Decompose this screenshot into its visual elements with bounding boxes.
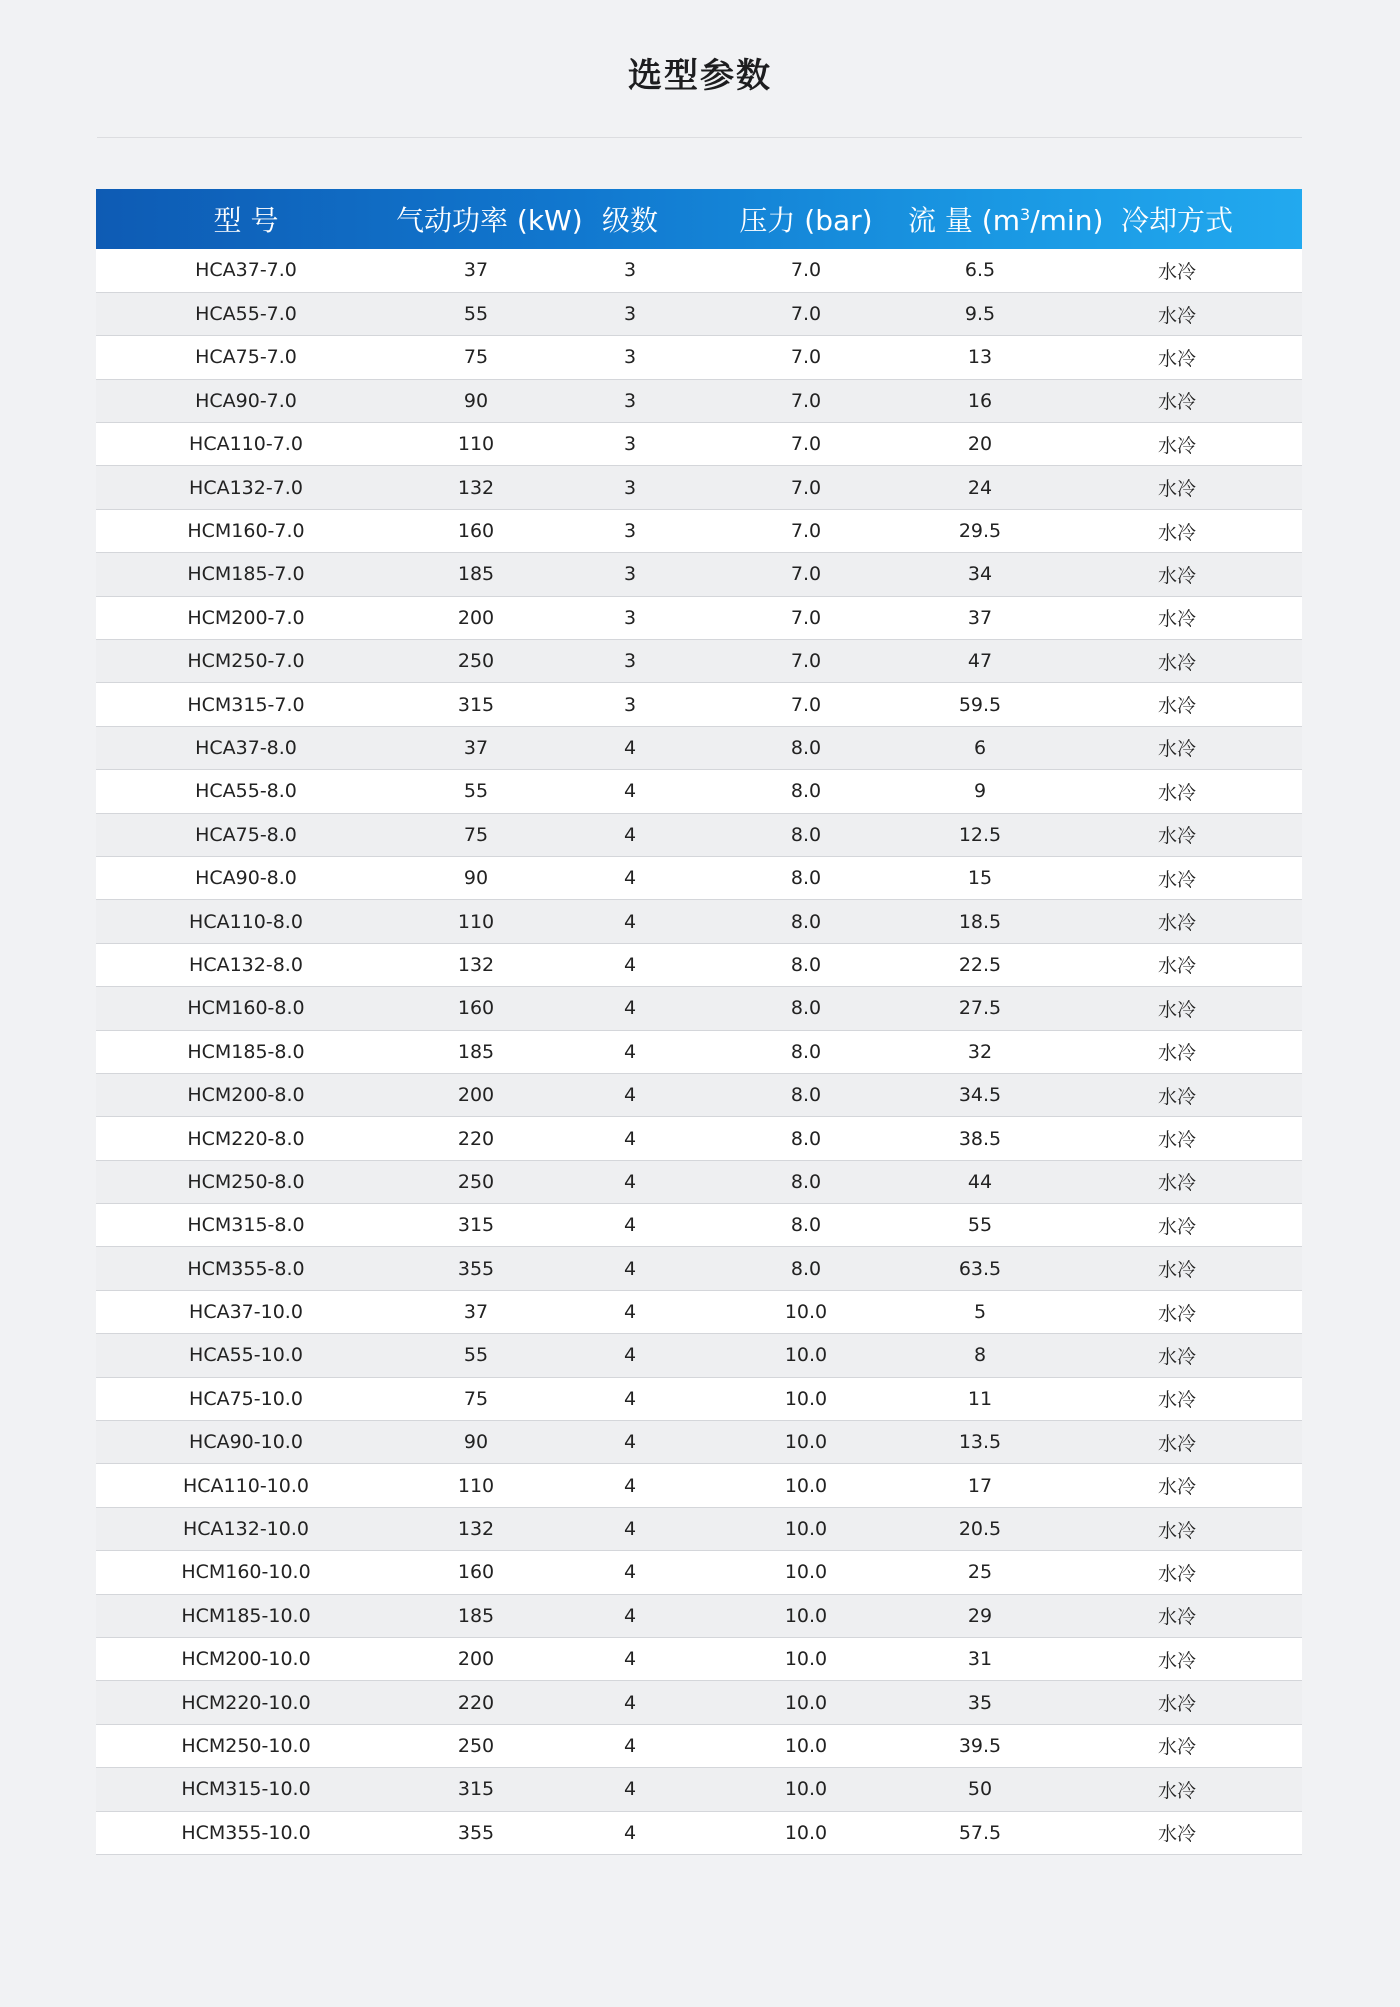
cooling-cell: 水冷 bbox=[1157, 1693, 1196, 1716]
table-body bbox=[96, 249, 1302, 1854]
header-stage: 级数 bbox=[601, 204, 658, 237]
flow-cell: 35 bbox=[967, 1691, 993, 1714]
stage-cell: 4 bbox=[623, 1604, 637, 1627]
power-cell: 90 bbox=[463, 389, 489, 412]
table-row bbox=[96, 336, 1302, 379]
power-cell: 220 bbox=[457, 1127, 495, 1150]
cooling-cell: 水冷 bbox=[1157, 1649, 1196, 1672]
model-cell: HCM315-7.0 bbox=[187, 693, 305, 716]
cooling-cell: 水冷 bbox=[1157, 1129, 1196, 1151]
flow-cell: 20.5 bbox=[958, 1518, 1002, 1541]
power-cell: 75 bbox=[463, 823, 489, 846]
pressure-cell: 7.0 bbox=[790, 389, 822, 412]
table-row bbox=[96, 987, 1302, 1030]
power-cell: 250 bbox=[457, 1734, 495, 1757]
stage-cell: 4 bbox=[623, 953, 637, 976]
stage-cell: 4 bbox=[623, 1387, 637, 1410]
cooling-cell: 水冷 bbox=[1157, 1389, 1196, 1412]
cooling-cell: 水冷 bbox=[1157, 998, 1196, 1021]
table-row bbox=[96, 1030, 1302, 1073]
model-cell: HCA132-8.0 bbox=[189, 953, 303, 976]
flow-cell: 34 bbox=[967, 563, 993, 586]
table-row bbox=[96, 1334, 1302, 1377]
power-cell: 110 bbox=[457, 433, 495, 456]
pressure-cell: 8.0 bbox=[790, 1127, 822, 1150]
table-row bbox=[96, 1073, 1302, 1116]
table-row bbox=[96, 856, 1302, 899]
stage-cell: 3 bbox=[623, 563, 637, 586]
pressure-cell: 7.0 bbox=[790, 303, 822, 326]
pressure-cell: 8.0 bbox=[790, 780, 822, 803]
flow-cell: 34.5 bbox=[958, 1084, 1002, 1107]
flow-cell: 38.5 bbox=[958, 1127, 1002, 1150]
header-flow-sup: 3 bbox=[1020, 205, 1031, 224]
stage-cell: 4 bbox=[623, 780, 637, 803]
pressure-cell: 10.0 bbox=[784, 1518, 828, 1541]
power-cell: 185 bbox=[457, 563, 495, 586]
model-cell: HCM160-10.0 bbox=[181, 1561, 311, 1584]
power-cell: 132 bbox=[457, 1518, 495, 1541]
cooling-cell: 水冷 bbox=[1157, 434, 1196, 457]
stage-cell: 4 bbox=[623, 1257, 637, 1280]
cooling-cell: 水冷 bbox=[1157, 1476, 1196, 1499]
table-row bbox=[96, 1204, 1302, 1247]
cooling-cell: 水冷 bbox=[1157, 608, 1196, 631]
table-row bbox=[96, 509, 1302, 552]
model-cell: HCM315-8.0 bbox=[187, 1214, 305, 1237]
model-cell: HCA55-7.0 bbox=[195, 303, 297, 326]
table-header bbox=[96, 189, 1302, 249]
stage-cell: 4 bbox=[623, 1084, 637, 1107]
pressure-cell: 8.0 bbox=[790, 1040, 822, 1063]
power-cell: 110 bbox=[457, 1474, 495, 1497]
table-row bbox=[96, 1421, 1302, 1464]
model-cell: HCM185-7.0 bbox=[187, 563, 305, 586]
table-row bbox=[96, 1507, 1302, 1550]
power-cell: 315 bbox=[457, 1778, 495, 1801]
power-cell: 355 bbox=[457, 1257, 495, 1280]
pressure-cell: 8.0 bbox=[790, 1257, 822, 1280]
table-row bbox=[96, 1681, 1302, 1724]
table-row bbox=[96, 1377, 1302, 1420]
table-row bbox=[96, 1724, 1302, 1767]
stage-cell: 4 bbox=[623, 1474, 637, 1497]
model-cell: HCA75-7.0 bbox=[195, 346, 297, 369]
stage-cell: 3 bbox=[623, 520, 637, 543]
cooling-cell: 水冷 bbox=[1157, 781, 1196, 804]
cooling-cell: 水冷 bbox=[1157, 1259, 1196, 1282]
pressure-cell: 7.0 bbox=[790, 346, 822, 369]
model-cell: HCM250-10.0 bbox=[181, 1734, 311, 1757]
table-row bbox=[96, 553, 1302, 596]
cooling-cell: 水冷 bbox=[1157, 1042, 1196, 1065]
flow-cell: 57.5 bbox=[958, 1821, 1002, 1844]
table-row bbox=[96, 1551, 1302, 1594]
pressure-cell: 7.0 bbox=[790, 650, 822, 673]
stage-cell: 4 bbox=[623, 1648, 637, 1671]
cooling-cell: 水冷 bbox=[1157, 304, 1196, 327]
stage-cell: 4 bbox=[623, 867, 637, 890]
stage-cell: 4 bbox=[623, 1214, 637, 1237]
model-cell: HCM220-10.0 bbox=[181, 1691, 311, 1714]
pressure-cell: 7.0 bbox=[790, 563, 822, 586]
stage-cell: 3 bbox=[623, 476, 637, 499]
stage-cell: 3 bbox=[623, 346, 637, 369]
model-cell: HCM200-10.0 bbox=[181, 1648, 311, 1671]
pressure-cell: 7.0 bbox=[790, 693, 822, 716]
power-cell: 90 bbox=[463, 1431, 489, 1454]
power-cell: 220 bbox=[457, 1691, 495, 1714]
cooling-cell: 水冷 bbox=[1157, 391, 1196, 414]
model-cell: HCA55-8.0 bbox=[195, 780, 297, 803]
pressure-cell: 7.0 bbox=[790, 520, 822, 543]
model-cell: HCM315-10.0 bbox=[181, 1778, 311, 1801]
flow-cell: 27.5 bbox=[958, 997, 1002, 1020]
power-cell: 250 bbox=[457, 1170, 495, 1193]
flow-cell: 37 bbox=[967, 606, 993, 629]
power-cell: 355 bbox=[457, 1821, 495, 1844]
cooling-cell: 水冷 bbox=[1157, 1345, 1196, 1368]
cooling-cell: 水冷 bbox=[1157, 478, 1196, 501]
table-row bbox=[96, 1638, 1302, 1681]
stage-cell: 4 bbox=[623, 1170, 637, 1193]
pressure-cell: 10.0 bbox=[784, 1474, 828, 1497]
power-cell: 37 bbox=[463, 1301, 489, 1324]
model-cell: HCM250-8.0 bbox=[187, 1170, 305, 1193]
header-row bbox=[96, 189, 1302, 249]
table-row bbox=[96, 1768, 1302, 1811]
cooling-cell: 水冷 bbox=[1157, 260, 1196, 283]
model-cell: HCA75-10.0 bbox=[189, 1387, 303, 1410]
flow-cell: 59.5 bbox=[958, 693, 1002, 716]
flow-cell: 15 bbox=[967, 867, 993, 890]
flow-cell: 25 bbox=[967, 1561, 993, 1584]
flow-cell: 22.5 bbox=[958, 953, 1002, 976]
pressure-cell: 10.0 bbox=[784, 1691, 828, 1714]
flow-cell: 11 bbox=[967, 1387, 993, 1410]
flow-cell: 8 bbox=[973, 1344, 987, 1367]
pressure-cell: 8.0 bbox=[790, 867, 822, 890]
stage-cell: 3 bbox=[623, 259, 637, 282]
pressure-cell: 10.0 bbox=[784, 1387, 828, 1410]
pressure-cell: 10.0 bbox=[784, 1301, 828, 1324]
header-flow-prefix: 流 量 (m bbox=[908, 204, 1021, 237]
header-flow bbox=[908, 189, 1104, 249]
cooling-cell: 水冷 bbox=[1157, 1085, 1196, 1108]
flow-cell: 6 bbox=[973, 736, 987, 759]
pressure-cell: 8.0 bbox=[790, 1170, 822, 1193]
model-cell: HCM355-10.0 bbox=[181, 1821, 311, 1844]
power-cell: 55 bbox=[463, 1344, 489, 1367]
cooling-cell: 水冷 bbox=[1157, 521, 1196, 544]
cooling-cell: 水冷 bbox=[1157, 1736, 1196, 1759]
cooling-cell: 水冷 bbox=[1157, 1519, 1196, 1542]
model-cell: HCM250-7.0 bbox=[187, 650, 305, 673]
pressure-cell: 10.0 bbox=[784, 1734, 828, 1757]
table-row bbox=[96, 379, 1302, 422]
page-title: 选型参数 bbox=[628, 56, 772, 96]
table-row bbox=[96, 813, 1302, 856]
pressure-cell: 10.0 bbox=[784, 1604, 828, 1627]
title-divider bbox=[97, 137, 1302, 138]
stage-cell: 4 bbox=[623, 1561, 637, 1584]
cooling-cell: 水冷 bbox=[1157, 1823, 1196, 1846]
header-power: 气动功率 (kW) bbox=[396, 204, 583, 237]
spec-table bbox=[96, 189, 1302, 1855]
flow-cell: 16 bbox=[967, 389, 993, 412]
power-cell: 110 bbox=[457, 910, 495, 933]
table-row bbox=[96, 249, 1302, 292]
table-row bbox=[96, 1247, 1302, 1290]
table-row bbox=[96, 770, 1302, 813]
pressure-cell: 8.0 bbox=[790, 736, 822, 759]
power-cell: 185 bbox=[457, 1604, 495, 1627]
pressure-cell: 7.0 bbox=[790, 259, 822, 282]
table-row bbox=[96, 1594, 1302, 1637]
cooling-cell: 水冷 bbox=[1157, 1779, 1196, 1802]
stage-cell: 4 bbox=[623, 1518, 637, 1541]
model-cell: HCA110-7.0 bbox=[189, 433, 303, 456]
table-row bbox=[96, 1811, 1302, 1854]
power-cell: 200 bbox=[457, 606, 495, 629]
model-cell: HCA37-8.0 bbox=[195, 736, 297, 759]
power-cell: 160 bbox=[457, 1561, 495, 1584]
pressure-cell: 8.0 bbox=[790, 1214, 822, 1237]
flow-cell: 29 bbox=[967, 1604, 993, 1627]
flow-cell: 6.5 bbox=[964, 259, 996, 282]
flow-cell: 39.5 bbox=[958, 1734, 1002, 1757]
stage-cell: 4 bbox=[623, 910, 637, 933]
model-cell: HCA55-10.0 bbox=[189, 1344, 303, 1367]
pressure-cell: 8.0 bbox=[790, 823, 822, 846]
stage-cell: 4 bbox=[623, 997, 637, 1020]
power-cell: 200 bbox=[457, 1084, 495, 1107]
power-cell: 185 bbox=[457, 1040, 495, 1063]
stage-cell: 4 bbox=[623, 1821, 637, 1844]
table-row bbox=[96, 726, 1302, 769]
table-row bbox=[96, 640, 1302, 683]
model-cell: HCA132-7.0 bbox=[189, 476, 303, 499]
cooling-cell: 水冷 bbox=[1157, 868, 1196, 891]
model-cell: HCA90-7.0 bbox=[195, 389, 297, 412]
flow-cell: 17 bbox=[967, 1474, 993, 1497]
power-cell: 250 bbox=[457, 650, 495, 673]
flow-cell: 29.5 bbox=[958, 520, 1002, 543]
flow-cell: 32 bbox=[967, 1040, 993, 1063]
table-row bbox=[96, 1160, 1302, 1203]
model-cell: HCA37-10.0 bbox=[189, 1301, 303, 1324]
table-row bbox=[96, 423, 1302, 466]
stage-cell: 4 bbox=[623, 1040, 637, 1063]
pressure-cell: 10.0 bbox=[784, 1648, 828, 1671]
stage-cell: 3 bbox=[623, 389, 637, 412]
stage-cell: 3 bbox=[623, 303, 637, 326]
stage-cell: 3 bbox=[623, 433, 637, 456]
cooling-cell: 水冷 bbox=[1157, 564, 1196, 587]
power-cell: 160 bbox=[457, 997, 495, 1020]
pressure-cell: 7.0 bbox=[790, 433, 822, 456]
stage-cell: 4 bbox=[623, 1691, 637, 1714]
model-cell: HCA132-10.0 bbox=[183, 1518, 309, 1541]
flow-cell: 5 bbox=[973, 1301, 987, 1324]
cooling-cell: 水冷 bbox=[1157, 651, 1196, 674]
cooling-cell: 水冷 bbox=[1157, 825, 1196, 848]
power-cell: 200 bbox=[457, 1648, 495, 1671]
cooling-cell: 水冷 bbox=[1157, 1172, 1196, 1195]
cooling-cell: 水冷 bbox=[1157, 738, 1196, 761]
pressure-cell: 8.0 bbox=[790, 910, 822, 933]
power-cell: 75 bbox=[463, 346, 489, 369]
pressure-cell: 8.0 bbox=[790, 997, 822, 1020]
model-cell: HCA110-10.0 bbox=[183, 1474, 309, 1497]
power-cell: 315 bbox=[457, 693, 495, 716]
power-cell: 37 bbox=[463, 736, 489, 759]
power-cell: 90 bbox=[463, 867, 489, 890]
model-cell: HCM160-8.0 bbox=[187, 997, 305, 1020]
power-cell: 55 bbox=[463, 303, 489, 326]
stage-cell: 3 bbox=[623, 606, 637, 629]
pressure-cell: 10.0 bbox=[784, 1344, 828, 1367]
table-row bbox=[96, 596, 1302, 639]
table-row bbox=[96, 683, 1302, 726]
pressure-cell: 10.0 bbox=[784, 1821, 828, 1844]
flow-cell: 18.5 bbox=[958, 910, 1002, 933]
stage-cell: 4 bbox=[623, 823, 637, 846]
cooling-cell: 水冷 bbox=[1157, 1562, 1196, 1585]
power-cell: 315 bbox=[457, 1214, 495, 1237]
pressure-cell: 8.0 bbox=[790, 953, 822, 976]
stage-cell: 4 bbox=[623, 736, 637, 759]
stage-cell: 3 bbox=[623, 693, 637, 716]
stage-cell: 4 bbox=[623, 1431, 637, 1454]
model-cell: HCA75-8.0 bbox=[195, 823, 297, 846]
cooling-cell: 水冷 bbox=[1157, 955, 1196, 978]
table-row bbox=[96, 292, 1302, 335]
flow-cell: 9.5 bbox=[964, 303, 996, 326]
table-row bbox=[96, 1117, 1302, 1160]
model-cell: HCM185-8.0 bbox=[187, 1040, 305, 1063]
power-cell: 37 bbox=[463, 259, 489, 282]
flow-cell: 44 bbox=[967, 1170, 993, 1193]
flow-cell: 47 bbox=[967, 650, 993, 673]
header-pressure: 压力 (bar) bbox=[739, 204, 873, 237]
pressure-cell: 10.0 bbox=[784, 1778, 828, 1801]
stage-cell: 4 bbox=[623, 1301, 637, 1324]
power-cell: 55 bbox=[463, 780, 489, 803]
pressure-cell: 7.0 bbox=[790, 606, 822, 629]
table-row bbox=[96, 1464, 1302, 1507]
stage-cell: 4 bbox=[623, 1344, 637, 1367]
stage-cell: 4 bbox=[623, 1778, 637, 1801]
cooling-cell: 水冷 bbox=[1157, 912, 1196, 935]
flow-cell: 13 bbox=[967, 346, 993, 369]
flow-cell: 12.5 bbox=[958, 823, 1002, 846]
flow-cell: 13.5 bbox=[958, 1431, 1002, 1454]
flow-cell: 20 bbox=[967, 433, 993, 456]
model-cell: HCA37-7.0 bbox=[195, 259, 297, 282]
flow-cell: 55 bbox=[967, 1214, 993, 1237]
cooling-cell: 水冷 bbox=[1157, 1215, 1196, 1238]
model-cell: HCM200-7.0 bbox=[187, 606, 305, 629]
flow-cell: 63.5 bbox=[958, 1257, 1002, 1280]
flow-cell: 24 bbox=[967, 476, 993, 499]
table-row bbox=[96, 943, 1302, 986]
model-cell: HCA110-8.0 bbox=[189, 910, 303, 933]
cooling-cell: 水冷 bbox=[1157, 347, 1196, 370]
flow-cell: 9 bbox=[973, 780, 987, 803]
table-row bbox=[96, 1290, 1302, 1333]
cooling-cell: 水冷 bbox=[1157, 695, 1196, 718]
flow-cell: 50 bbox=[967, 1778, 993, 1801]
cooling-cell: 水冷 bbox=[1157, 1302, 1196, 1325]
flow-cell: 31 bbox=[967, 1648, 993, 1671]
stage-cell: 4 bbox=[623, 1127, 637, 1150]
header-model: 型 号 bbox=[213, 204, 279, 237]
pressure-cell: 7.0 bbox=[790, 476, 822, 499]
pressure-cell: 10.0 bbox=[784, 1561, 828, 1584]
cooling-cell: 水冷 bbox=[1157, 1606, 1196, 1629]
model-cell: HCM160-7.0 bbox=[187, 520, 305, 543]
power-cell: 132 bbox=[457, 953, 495, 976]
header-cooling: 冷却方式 bbox=[1120, 204, 1233, 237]
model-cell: HCA90-8.0 bbox=[195, 867, 297, 890]
power-cell: 75 bbox=[463, 1387, 489, 1410]
power-cell: 132 bbox=[457, 476, 495, 499]
model-cell: HCA90-10.0 bbox=[189, 1431, 303, 1454]
pressure-cell: 10.0 bbox=[784, 1431, 828, 1454]
power-cell: 160 bbox=[457, 520, 495, 543]
model-cell: HCM185-10.0 bbox=[181, 1604, 311, 1627]
table-row bbox=[96, 466, 1302, 509]
model-cell: HCM355-8.0 bbox=[187, 1257, 305, 1280]
table-row bbox=[96, 900, 1302, 943]
model-cell: HCM200-8.0 bbox=[187, 1084, 305, 1107]
pressure-cell: 8.0 bbox=[790, 1084, 822, 1107]
stage-cell: 4 bbox=[623, 1734, 637, 1757]
cooling-cell: 水冷 bbox=[1157, 1432, 1196, 1455]
header-flow-suffix: /min) bbox=[1030, 204, 1104, 237]
model-cell: HCM220-8.0 bbox=[187, 1127, 305, 1150]
stage-cell: 3 bbox=[623, 650, 637, 673]
